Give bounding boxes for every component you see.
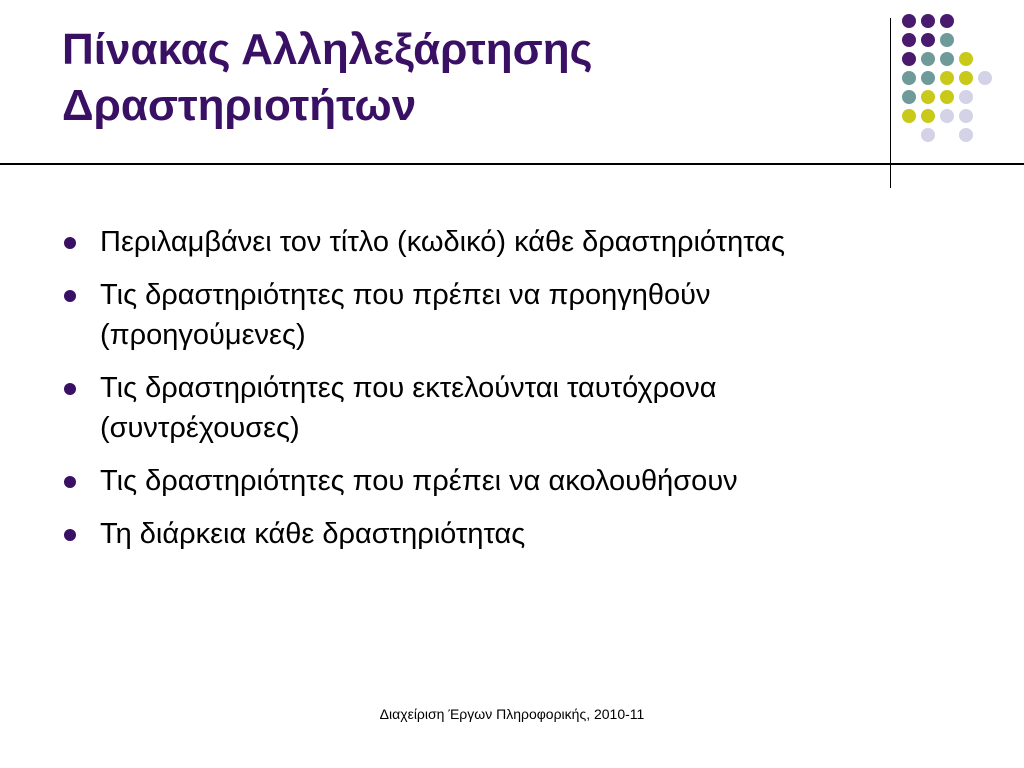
slide-title: [62, 22, 862, 134]
decorative-dot: [902, 109, 916, 123]
decorative-dot: [902, 52, 916, 66]
title-divider: [0, 163, 1024, 165]
decorative-dot: [940, 71, 954, 85]
bullet-text: Τη διάρκεια κάθε δραστηριότητας: [100, 518, 526, 550]
bullet-text: Τις δραστηριότητες που εκτελούνται ταυτόχρονα: [100, 372, 717, 404]
bullet-text: Περιλαμβάνει τον τίτλο (κωδικό) κάθε δραστηριότητας: [100, 226, 786, 258]
decorative-dot: [959, 128, 973, 142]
decorative-dot: [959, 52, 973, 66]
decorative-dot: [978, 71, 992, 85]
bullet-marker: [64, 290, 76, 302]
decorative-dot: [902, 33, 916, 47]
decorative-dot: [940, 109, 954, 123]
bullet-marker: [64, 383, 76, 395]
decorative-dot: [902, 14, 916, 28]
bullet-list: [60, 222, 1000, 567]
bullet-item: [60, 514, 1000, 554]
bullet-item: [60, 368, 1000, 448]
decorative-dot: [959, 90, 973, 104]
decorative-dot: [959, 109, 973, 123]
decorative-dot: [921, 109, 935, 123]
decorative-dot-grid: [902, 10, 1012, 170]
bullet-marker: [64, 476, 76, 488]
decorative-dot: [921, 71, 935, 85]
decorative-dot: [940, 52, 954, 66]
decorative-dot: [921, 14, 935, 28]
decorative-dot: [921, 33, 935, 47]
decorative-dot: [921, 128, 935, 142]
bullet-text: Τις δραστηριότητες που πρέπει να προηγηθούν: [100, 279, 711, 311]
vertical-divider: [890, 18, 891, 188]
bullet-item: [60, 461, 1000, 501]
bullet-marker: [64, 529, 76, 541]
bullet-marker: [64, 237, 76, 249]
decorative-dot: [940, 14, 954, 28]
decorative-dot: [921, 52, 935, 66]
decorative-dot: [921, 90, 935, 104]
bullet-text-continuation: (προηγούμενες): [100, 319, 306, 351]
bullet-text-continuation: (συντρέχουσες): [100, 412, 300, 444]
bullet-text: Τις δραστηριότητες που πρέπει να ακολουθήσουν: [100, 465, 738, 497]
decorative-dot: [959, 71, 973, 85]
slide-footer: Διαχείριση Έργων Πληροφορικής, 2010-11: [379, 706, 645, 722]
bullet-item: [60, 222, 1000, 262]
slide-title-line-1: Πίνακας Αλληλεξάρτησης: [62, 25, 593, 74]
decorative-dot: [902, 90, 916, 104]
bullet-item: [60, 275, 1000, 355]
slide-title-line-2: Δραστηριοτήτων: [62, 81, 417, 130]
decorative-dot: [940, 90, 954, 104]
decorative-dot: [940, 33, 954, 47]
decorative-dot: [902, 71, 916, 85]
